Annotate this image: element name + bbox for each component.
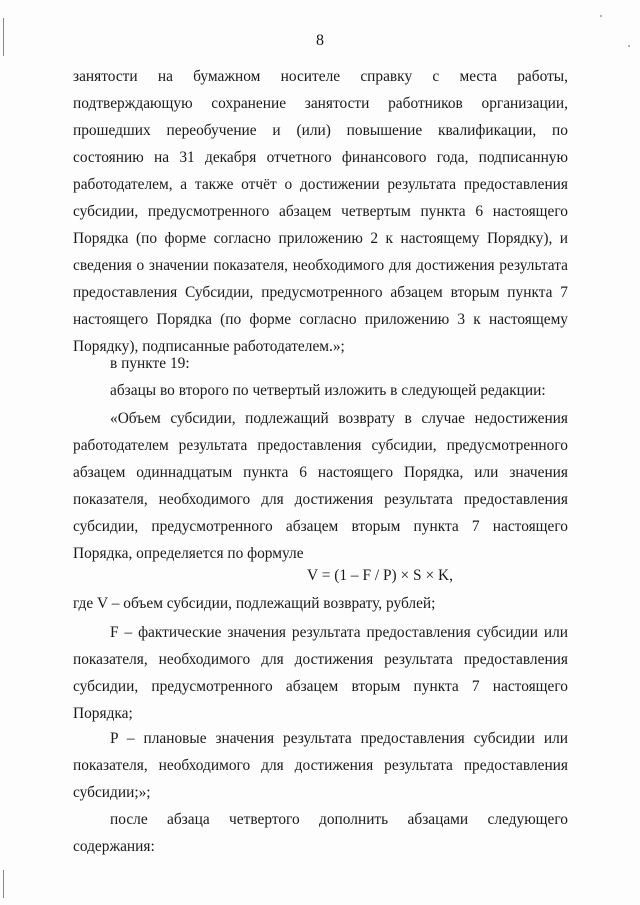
text-line: сведения о значении показателя, необходимого для достижения результата <box>73 257 568 274</box>
text-line: Порядка, определяется по формуле <box>73 545 304 562</box>
text-line: показателя, необходимого для достижения результата предоставления <box>73 757 568 774</box>
text-line: F – фактические значения результата предоставления субсидии или <box>110 624 568 641</box>
text-line: субсидии;»; <box>73 784 151 801</box>
text-line: содержания: <box>73 838 155 855</box>
text-line: абзацы во второго по четвертый изложить в следующей редакции: <box>110 382 546 399</box>
text-line: Порядка; <box>73 705 133 722</box>
text-line: состоянию на 31 декабря отчетного финансового года, подписанную <box>73 149 568 166</box>
text-line: субсидии, предусмотренного абзацем вторым пункта 7 настоящего <box>73 678 568 695</box>
text-line: P – плановые значения результата предоставления субсидии или <box>110 730 568 747</box>
text-line: где V – объем субсидии, подлежащий возврату, рублей; <box>73 595 436 612</box>
scan-edge-mark <box>3 870 4 898</box>
text-line: подтверждающую сохранение занятости работников организации, <box>73 95 568 112</box>
text-line: в пункте 19: <box>110 355 190 372</box>
text-line: прошедших переобучение и (или) повышение квалификации, по <box>73 122 568 139</box>
text-line: Порядку), подписанные работодателем.»; <box>73 338 345 355</box>
text-line: предоставления Субсидии, предусмотренного абзацем вторым пункта 7 <box>73 284 568 301</box>
text-line: «Объем субсидии, подлежащий возврату в случае недостижения <box>110 410 568 427</box>
text-line: показателя, необходимого для достижения результата предоставления <box>73 651 568 668</box>
text-line: после абзаца четвертого дополнить абзацами следующего <box>110 811 568 828</box>
text-line: абзацем одиннадцатым пункта 6 настоящего Порядка, или значения <box>73 464 568 481</box>
text-line: субсидии, предусмотренного абзацем вторым пункта 7 настоящего <box>73 518 568 535</box>
text-line: Порядка (по форме согласно приложению 2 к настоящему Порядку), и <box>73 230 568 247</box>
scan-speck <box>600 15 602 17</box>
text-line: субсидии, предусмотренного абзацем четвертым пункта 6 настоящего <box>73 203 568 220</box>
text-line: настоящего Порядка (по форме согласно приложению 3 к настоящему <box>73 311 568 328</box>
formula: V = (1 – F / P) × S × K, <box>307 567 453 584</box>
page-number: 8 <box>316 32 324 49</box>
text-line: работодателем, а также отчёт о достижении результата предоставления <box>73 176 568 193</box>
text-line: показателя, необходимого для достижения результата предоставления <box>73 491 568 508</box>
text-line: занятости на бумажном носителе справку с места работы, <box>73 68 568 85</box>
text-line: работодателем результата предоставления субсидии, предусмотренного <box>73 437 568 454</box>
